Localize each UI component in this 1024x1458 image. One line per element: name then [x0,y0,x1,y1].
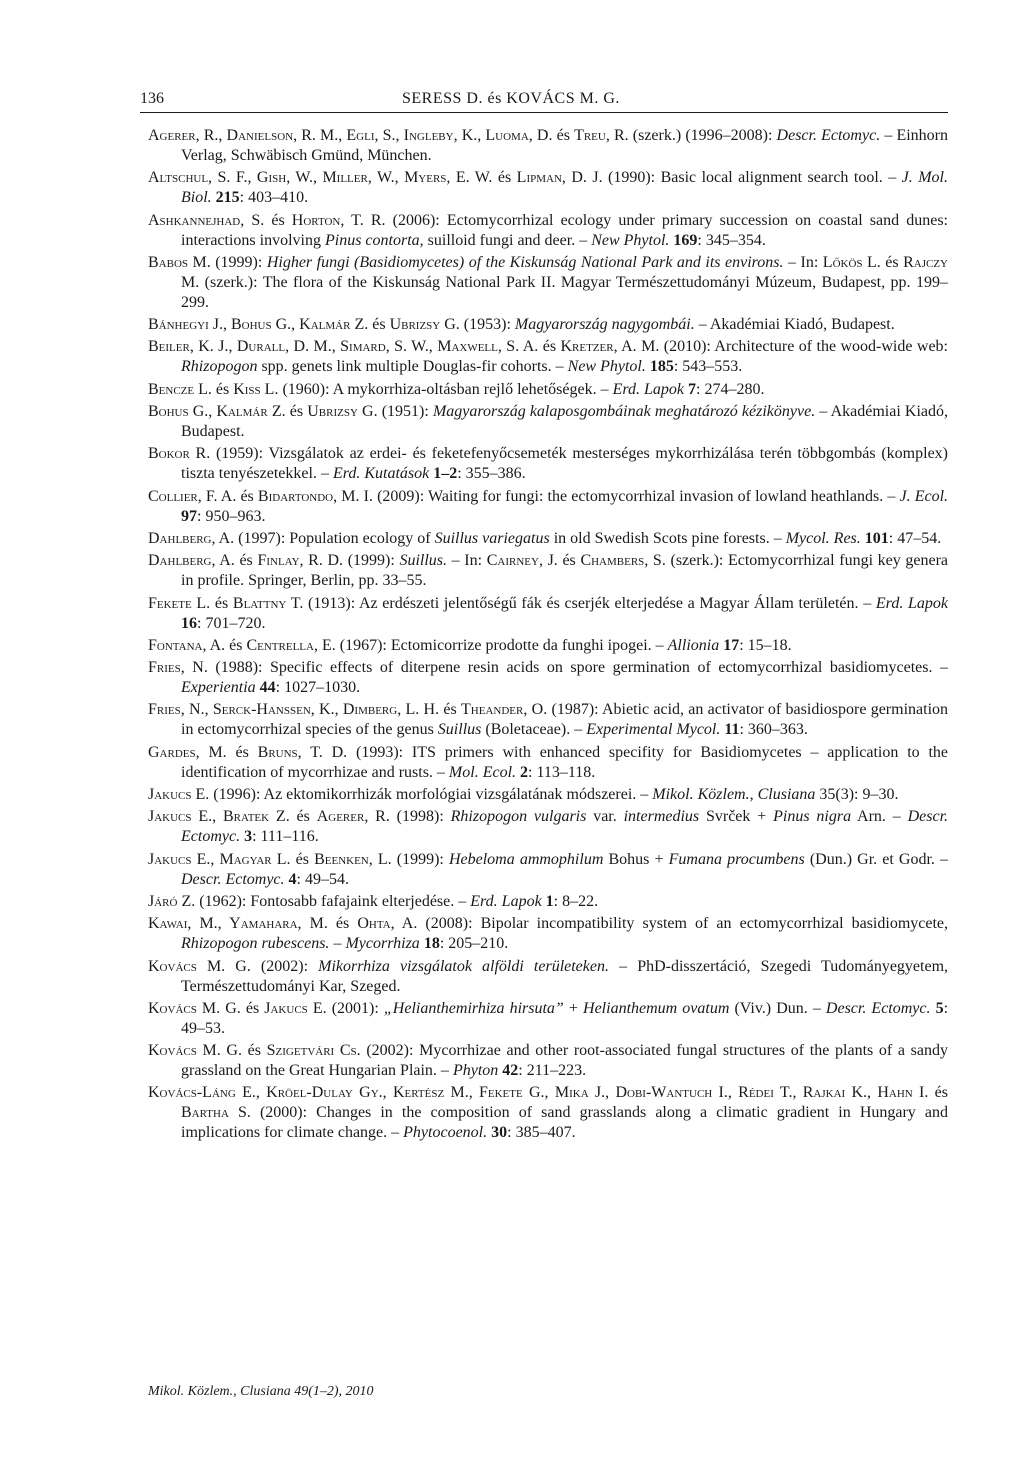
reference-entry [148,914,948,954]
reference-text: (Dun.) Gr. et Godr. – [804,850,949,868]
reference-volume: 169 [673,231,698,249]
reference-author: Szigetvári Cs. [266,1042,361,1060]
reference-author: Agerer, R., Danielson, R. M., Egli, S., Ingleby, K., Luoma, D. [148,127,553,144]
reference-entry [148,999,948,1039]
reference-author: Bidartondo, M. I. [257,487,373,505]
reference-author: Chambers, S. [580,552,666,570]
reference-text: : 360–363. [739,721,808,739]
reference-italic-text: Higher fungi (Basidiomycetes) of the Kiskunság National Park and its environs. [266,253,784,271]
reference-italic-text: Erd. Lapok [875,594,949,612]
reference-entry [148,1083,948,1143]
reference-entry [148,402,948,442]
reference-italic-text: J. Ecol. [899,487,949,505]
reference-volume: 11 [724,721,740,739]
reference-text: : 49–54. [296,870,349,888]
reference-italic-text: Rhizopogon rubescens. [181,935,330,953]
reference-entry [148,850,948,890]
reference-text: (1988): Specific effects of diterpene resin acids on spore germination of ectomycorrhizal basidiomycetes. – [207,659,949,677]
reference-volume: 185 [649,358,674,376]
reference-text: (2008): Bipolar incompatibility system of an ectomycorrhizal basidiomycete, [417,915,949,933]
reference-entry [148,253,948,313]
reference-text: (1960): A mykorrhiza-oltásban rejlő lehetőségek. – [278,380,613,398]
reference-volume: 2 [520,763,529,781]
reference-entry [148,743,948,783]
reference-text: és [368,316,390,334]
reference-author: Lőkös L. [822,253,881,271]
reference-text: Arn. – [851,808,908,826]
reference-entry [148,658,948,698]
reference-text: in old Swedish Scots pine forests. – [549,529,786,547]
reference-text: és [285,403,308,421]
reference-text: + [563,999,584,1017]
reference-author: Agerer, R. [316,808,390,826]
reference-author: Centrella, E. [246,636,336,654]
reference-text: (1996): Az ektomikorrhizák morfológiai vizsgálatának módszerei. – [209,786,653,804]
reference-volume: 1 [545,892,554,910]
reference-entry [148,957,948,997]
reference-text: és [264,211,292,229]
reference-italic-text: Phyton [452,1062,499,1080]
reference-text: (1990): Basic local alignment search tool. – [602,169,902,187]
reference-text: , suilloid fungi and deer. – [419,231,592,249]
reference-text: (2000): Changes in the composition of sand grasslands along a climatic gradient in Hungary and implications for climate change. – [181,1104,948,1142]
reference-italic-text: Mol. Ecol. [448,763,517,781]
reference-entry [148,551,948,591]
reference-text: : 274–280. [696,380,765,398]
reference-entry [148,700,948,740]
reference-text: Bohus + [603,850,669,868]
reference-text: (2002): Mycorrhizae and other root-associated fungal structures of the plants of a sandy grassland on the Great Hungarian Plain. – [181,1042,949,1080]
reference-entry [148,444,948,484]
reference-italic-text: Experientia [181,679,256,697]
reference-italic-text: Rhizopogon [181,358,258,376]
reference-author: Kovács M. G. [148,999,241,1017]
reference-text: (2006): Ectomycorrhizal ecology under primary succession on coastal sand dunes: interactions involving [181,211,948,249]
reference-entry [148,892,948,912]
reference-text: és [880,253,904,271]
reference-entry [148,807,948,847]
reference-italic-text: Mikol. Közlem., Clusiana [652,786,816,804]
reference-author: Kovács M. G. [148,957,251,975]
reference-text: és [928,1084,949,1102]
reference-author: Ashkannejhad, S. [148,211,265,229]
reference-italic-text: Descr. Ectomyc. [776,127,881,144]
reference-text: : 8–22. [553,892,599,910]
reference-author: Finlay, R. D. [257,552,344,570]
reference-italic-text: Erd. Lapok [612,380,684,398]
reference-italic-text: Allionia [667,636,720,654]
reference-text: (2002): [250,957,319,975]
reference-volume: 7 [688,380,696,398]
reference-author: Babos M. [148,253,211,271]
reference-italic-text: Experimental Mycol. [586,721,721,739]
reference-text: spp. genets link multiple Douglas-fir cohorts. – [257,358,568,376]
reference-italic-text: Suillus variegatus [434,529,550,547]
reference-text: (2009): Waiting for fungi: the ectomycorrhizal invasion of lowland heathlands. – [372,487,900,505]
reference-text: és [557,552,581,570]
reference-author: Kovács-Láng E., Kröel-Dulay Gy., Kertész M., Fekete G., Mika J., Dobi-Wantuch I., Rédei T., Rajkai K., Hahn I. [148,1084,929,1102]
reference-text: (szerk.): Ectomycorrhizal fungi key genera in profile. Springer, Berlin, pp. 33–55. [181,552,949,590]
reference-italic-text: Suillus [437,721,482,739]
reference-italic-text: Erd. Kutatások [332,465,430,483]
reference-text: és [236,487,258,505]
reference-author: Theander, O. [461,701,548,719]
running-title: SERESS D. és KOVÁCS M. G. [402,90,620,107]
reference-author: Horton, T. R. [291,211,386,229]
reference-text: – [329,935,346,953]
reference-text: Svrček + [699,808,774,826]
reference-text: : 355–386. [457,465,526,483]
reference-list [148,126,948,1146]
reference-text: – Akadémiai Kiadó, Budapest. [181,403,949,441]
reference-italic-text: New Phytol. [567,358,646,376]
reference-author: Treu, R. [574,127,629,144]
reference-author: Jakucs E. [264,999,327,1017]
reference-text: és [439,701,462,719]
reference-volume: 42 [502,1062,519,1080]
reference-text: és [289,808,317,826]
reference-text: (1959): Vizsgálatok az erdei- és feketefenyőcsemeték mesterséges mykorrhizálása terén többgombás (komplex) tiszta tenyészetekkel. – [181,445,948,483]
reference-text: (1999): [391,850,449,868]
reference-text: : 113–118. [528,763,596,781]
reference-volume: 30 [491,1124,508,1142]
reference-author: Gardes, M. [148,743,227,761]
reference-italic-text: Pinus nigra [773,808,852,826]
reference-text: (1999): [343,552,400,570]
reference-author: Jakucs E., Bratek Z. [148,808,290,826]
reference-author: Fontana, A. [148,636,226,654]
reference-text: és [240,999,265,1017]
reference-author: Kiss L. [233,380,279,398]
reference-text: : 345–354. [697,231,766,249]
reference-author: Ohta, A. [357,915,418,933]
reference-text: : 211–223. [518,1062,587,1080]
reference-entry [148,337,948,377]
reference-text: (1997): Population ecology of [234,529,435,547]
reference-text: (1951): [377,403,433,421]
reference-text: és [226,743,258,761]
reference-volume: 17 [723,636,740,654]
reference-author: Bruns, T. D. [257,743,348,761]
reference-text: és [211,380,234,398]
reference-text: : 385–407. [507,1124,576,1142]
reference-italic-text: Descr. Ectomyc. [181,870,285,888]
reference-author: Blattny T. [232,594,304,612]
reference-entry [148,636,948,656]
reference-italic-text: New Phytol. [591,231,670,249]
reference-author: Beiler, K. J., Durall, D. M., Simard, S. W., Maxwell, S. A. [148,338,539,356]
reference-text: : 403–410. [239,189,309,207]
reference-author: Beenken, L. [314,850,392,868]
reference-author: Lipman, D. J. [516,169,603,187]
reference-author: Bokor R. [148,445,211,463]
reference-entry [148,487,948,527]
reference-italic-text: Fumana procumbens [668,850,805,868]
reference-text: (1967): Ectomicorrize prodotte da funghi ipogei. – [335,636,668,654]
reference-author: Dahlberg, A. [148,529,235,547]
reference-author: Kretzer, A. M. [560,338,660,356]
reference-italic-text: Rhizopogon vulgaris [450,808,587,826]
reference-author: Fries, N., Serck-Hanssen, K., Dimberg, L. H. [148,701,440,719]
reference-text: : 950–963. [197,507,266,525]
reference-text: (2001): [326,999,384,1017]
reference-text: (1999): [210,253,267,271]
reference-italic-text: Mycol. Res. [785,529,861,547]
reference-author: Rajczy M. [181,253,949,291]
reference-author: Bohus G., Kalmár Z. [148,403,286,421]
reference-text: – In: [447,552,487,570]
page-number: 136 [140,90,164,107]
reference-volume: 16 [181,614,197,632]
reference-text: : 1027–1030. [275,679,361,697]
reference-text: var. [586,808,624,826]
reference-text: és [552,127,575,144]
reference-volume: 18 [423,935,440,953]
reference-italic-text: Mikorrhiza vizsgálatok alföldi területeken. [318,957,609,975]
reference-text: : 47–54. [888,529,942,547]
reference-entry [148,1041,948,1081]
running-header [140,88,948,113]
reference-volume: 101 [864,529,889,547]
reference-author: Bánhegyi J., Bohus G., Kalmár Z. [148,316,369,334]
reference-text: : 205–210. [439,935,509,953]
reference-italic-text: Erd. Lapok [470,892,542,910]
reference-author: Fries, N. [148,659,208,677]
reference-text: (Boletaceae). – [481,721,587,739]
reference-text: (2010): Architecture of the wood-wide web: [659,338,948,356]
reference-entry [148,168,948,208]
reference-entry [148,594,948,634]
reference-italic-text: Magyarország kalaposgombáinak meghatározó kézikönyve. [432,403,816,421]
reference-text: és [234,552,258,570]
reference-text: (Viv.) Dun. – [729,999,826,1017]
reference-text: és [210,594,233,612]
reference-italic-text: Mycorrhiza [345,935,420,953]
reference-author: Altschul, S. F., Gish, W., Miller, W., Myers, E. W. [148,169,493,187]
reference-text: – Einhorn Verlag, Schwäbisch Gmünd, München. [181,127,949,164]
reference-text: és [241,1042,267,1060]
reference-volume: 3 [244,828,253,846]
reference-text: 35(3): 9–30. [815,786,899,804]
reference-entry [148,529,948,549]
reference-text: (1962): Fontosabb fafajaink elterjedése. – [195,892,471,910]
reference-author: Dahlberg, A. [148,552,235,570]
reference-italic-text: intermedius [623,808,700,826]
reference-text: (szerk.): The flora of the Kiskunság National Park II. Magyar Természettudományi Múzeum, Budapest, pp. 199–299. [181,273,948,311]
reference-text: : 701–720. [197,614,266,632]
reference-text: : 49–53. [181,999,949,1037]
reference-text: és [538,338,561,356]
reference-italic-text: Hebeloma ammophilum [448,850,604,868]
reference-text: : 15–18. [739,636,792,654]
reference-text: – In: [783,253,823,271]
reference-text: és [225,636,247,654]
reference-text: : 543–553. [673,358,743,376]
reference-author: Collier, F. A. [148,487,237,505]
reference-italic-text: Suillus. [399,552,448,570]
reference-text: : 111–116. [252,828,319,846]
reference-author: Ubrizsy G. [389,316,460,334]
reference-author: Járó Z. [148,892,196,910]
reference-text: – PhD-disszertáció, Szegedi Tudományegyetem, Természettudományi Kar, Szeged. [181,957,949,995]
reference-entry [148,126,948,166]
reference-text: – Akadémiai Kiadó, Budapest. [694,316,895,334]
reference-author: Kawai, M., Yamahara, M. [148,915,328,933]
reference-text: és [290,850,315,868]
reference-italic-text: „Helianthemirhiza hirsuta” [383,999,564,1017]
reference-author: Jakucs E. [148,786,210,804]
reference-text: (szerk.) (1996–2008): [628,127,777,144]
reference-text: (1987): Abietic acid, an activator of basidiospore germination in ectomycorrhizal species of the genus [181,701,949,739]
journal-footer: Mikol. Közlem., Clusiana 49(1–2), 2010 [148,1384,374,1399]
reference-text: és [492,169,517,187]
reference-text: (1953): [459,316,515,334]
reference-italic-text: Helianthemum ovatum [583,999,730,1017]
reference-text: (1913): Az erdészeti jelentőségű fák és cserjék elterjedése a Magyar Állam területén. – [303,594,876,612]
reference-author: Jakucs E., Magyar L. [148,850,291,868]
reference-italic-text: J. Mol. Biol. [181,169,948,207]
reference-author: Fekete L. [148,594,211,612]
reference-volume: 97 [181,507,197,525]
reference-italic-text: Descr. Ectomyc. [181,808,949,846]
reference-text: (1993): ITS primers with enhanced specifity for Basidiomycetes – application to the identification of mycorrhizae and rusts. – [181,743,949,781]
reference-entry [148,211,948,251]
reference-volume: 5 [935,999,944,1017]
reference-volume: 44 [259,679,276,697]
reference-volume: 1–2 [433,465,458,483]
reference-author: Cairney, J. [486,552,558,570]
reference-author: Bencze L. [148,380,212,398]
reference-italic-text: Phytocoenol. [403,1124,488,1142]
reference-text: (1998): [389,808,451,826]
reference-volume: 215 [215,189,240,207]
reference-author: Kovács M. G. [148,1042,242,1060]
reference-volume: 4 [288,870,297,888]
reference-entry [148,785,948,805]
reference-author: Ubrizsy G. [307,403,378,421]
reference-text: és [327,915,358,933]
reference-italic-text: Pinus contorta [324,231,420,249]
reference-italic-text: Descr. Ectomyc. [825,999,931,1017]
reference-entry [148,380,948,400]
reference-italic-text: Magyarország nagygombái. [514,316,695,334]
reference-entry [148,315,948,335]
reference-author: Bartha S. [181,1104,251,1122]
